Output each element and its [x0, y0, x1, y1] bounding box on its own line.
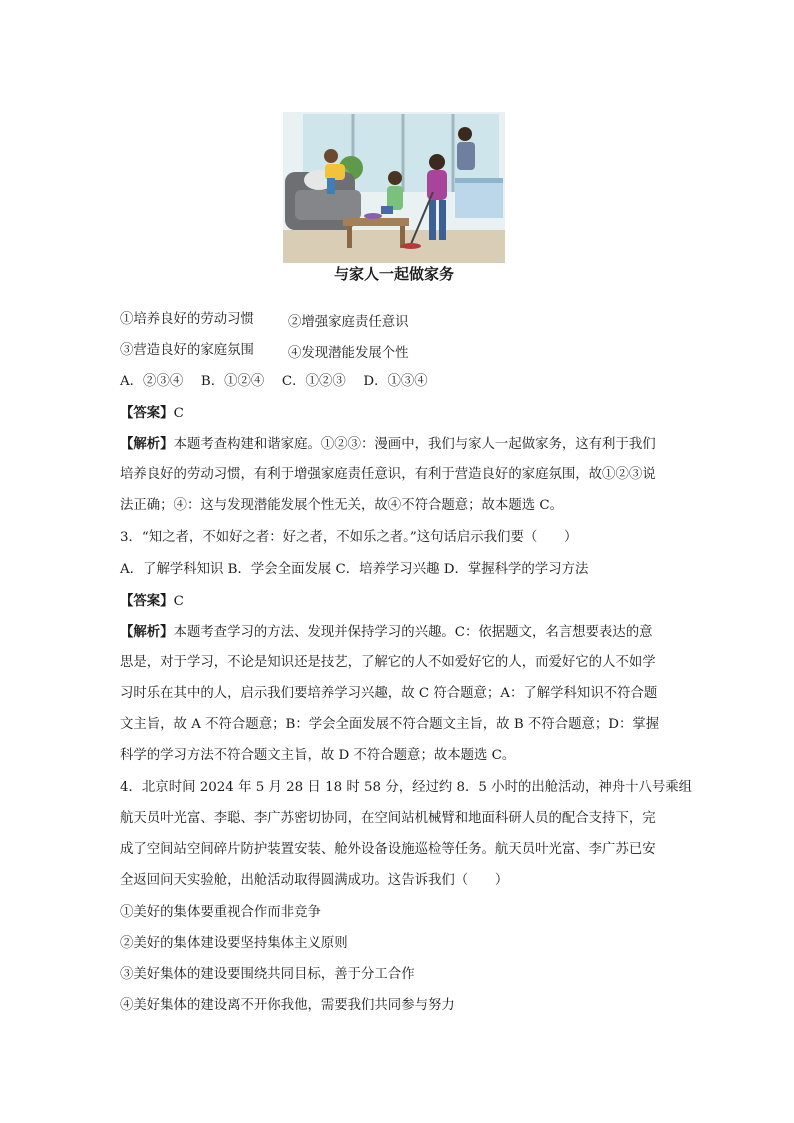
q4-option-1: ①美好的集体要重视合作而非竞争	[120, 905, 321, 920]
q3-analysis-label: 【解析】	[120, 624, 174, 640]
q2-choices: A．②③④ B．①②④ C．①②③ D．①③④	[120, 374, 428, 389]
q3-choices: A．了解学科知识 B．学会全面发展 C．培养学习兴趣 D．掌握科学的学习方法	[120, 562, 589, 577]
q4-stem-line-4: 全返回问天实验舱，出舱活动取得圆满成功。这告诉我们（ ）	[120, 873, 509, 888]
q3-analysis-line-4: 文主旨，故 A 不符合题意；B：学会全面发展不符合题文主旨，故 B 不符合题意；D：掌握	[120, 717, 660, 732]
figure-caption: 与家人一起做家务	[333, 265, 454, 283]
q2-analysis-label: 【解析】	[120, 436, 174, 452]
family-chores-drawing	[283, 112, 505, 263]
q3-analysis-line-1	[120, 623, 652, 642]
q2-analysis-line-3: 法正确；④：这与发现潜能发展个性无关，故④不符合题意；故本题选 C。	[120, 498, 563, 513]
q4-option-2: ②美好的集体建设要坚持集体主义原则	[120, 936, 348, 951]
q2-option-4: ④发现潜能发展个性	[288, 346, 409, 361]
q3-answer-value: C	[173, 594, 184, 609]
q2-answer-label: 【答案】	[120, 405, 174, 421]
q3-answer	[120, 592, 184, 611]
q2-answer-value: C	[173, 406, 184, 421]
q3-analysis-text-1: 本题考查学习的方法、发现并保持学习的兴趣。C：依据题文，名言想要表达的意	[173, 625, 653, 640]
q4-stem-line-1: 4．北京时间 2024 年 5 月 28 日 18 时 58 分，经过约 8．5 小时的出舱活动，神舟十八号乘组	[120, 780, 693, 795]
q3-stem: 3．“知之者，不如好之者：好之者，不如乐之者。”这句话启示我们要（ ）	[120, 530, 578, 545]
q3-analysis-line-3: 习时乐在其中的人，启示我们要培养学习兴趣，故 C 符合题意；A：了解学科知识不符合题	[120, 686, 658, 701]
q4-option-3: ③美好集体的建设要围绕共同目标，善于分工合作	[120, 967, 415, 982]
q3-analysis-line-2: 思是，对于学习，不论是知识还是技艺，了解它的人不如爱好它的人，而爱好它的人不如学	[120, 655, 656, 670]
q2-option-3: ③营造良好的家庭氛围	[120, 343, 254, 358]
household-chores-illustration	[283, 112, 505, 263]
q3-analysis-line-5: 科学的学习方法不符合题文主旨，故 D 不符合题意；故本题选 C。	[120, 748, 516, 763]
q2-answer	[120, 404, 184, 423]
q2-analysis-text-1: 本题考查构建和谐家庭。①②③：漫画中，我们与家人一起做家务，这有利于我们	[173, 437, 656, 452]
q4-option-4: ④美好集体的建设离不开你我他，需要我们共同参与努力	[120, 998, 455, 1013]
q2-analysis-line-1	[120, 435, 656, 454]
q2-analysis-line-2: 培养良好的劳动习惯，有利于增强家庭责任意识，有利于营造良好的家庭氛围，故①②③说	[120, 467, 656, 482]
q4-stem-line-3: 成了空间站空间碎片防护装置安装、舱外设备设施巡检等任务。航天员叶光富、李广苏已安	[120, 842, 656, 857]
q2-option-2: ②增强家庭责任意识	[288, 315, 409, 330]
q2-option-1: ①培养良好的劳动习惯	[120, 312, 254, 327]
q4-stem-line-2: 航天员叶光富、李聪、李广苏密切协同，在空间站机械臂和地面科研人员的配合支持下，完	[120, 811, 656, 826]
q3-answer-label: 【答案】	[120, 593, 174, 609]
